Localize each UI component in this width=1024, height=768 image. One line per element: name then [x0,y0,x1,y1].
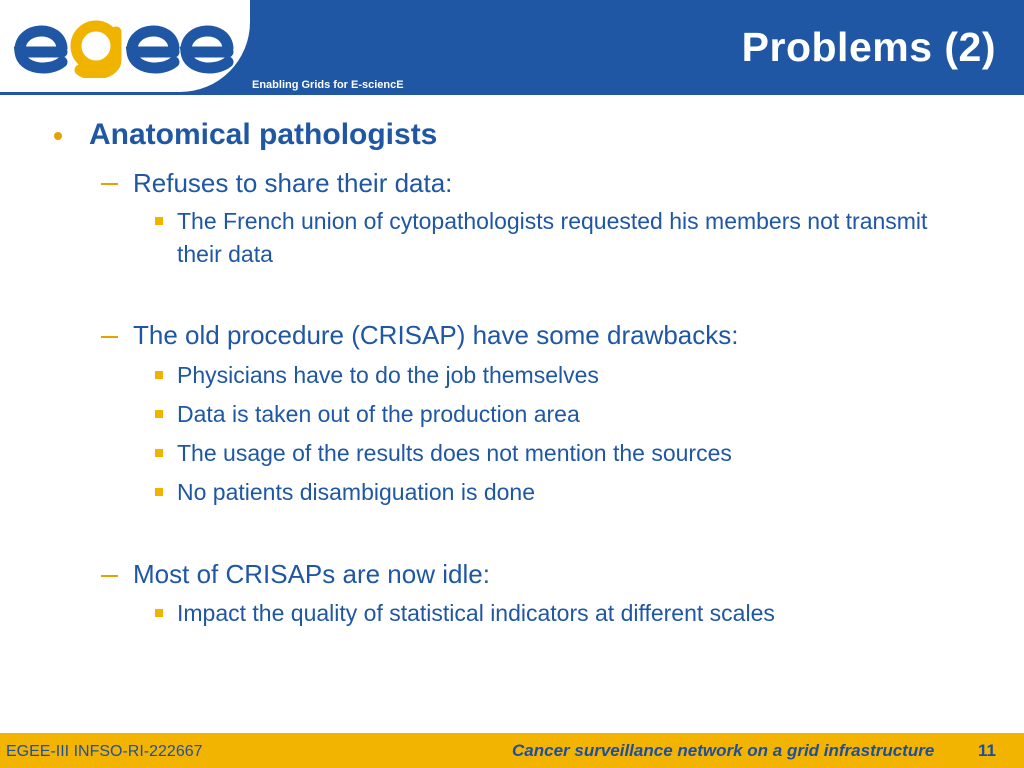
bullet-level3: The usage of the results does not mention the sources [177,440,732,466]
bullet-level3: Data is taken out of the production area [177,401,580,427]
dash-bullet-icon [101,336,118,338]
page-number: 11 [978,741,996,760]
tagline: Enabling Grids for E-sciencE [252,79,404,91]
square-bullet-icon [155,609,163,617]
bullet-level1: Anatomical pathologists [89,118,438,151]
square-bullet-icon [155,449,163,457]
footer-project-id: EGEE-III INFSO-RI-222667 [6,743,203,760]
bullet-level2: Most of CRISAPs are now idle: [133,559,490,589]
bullet-level2: Refuses to share their data: [133,168,453,198]
bullet-level3: The French union of cytopathologists requested his members not transmit their data [177,208,928,267]
bullet-level3: Impact the quality of statistical indicators at different scales [177,600,775,626]
dash-bullet-icon [101,183,118,185]
square-bullet-icon [155,371,163,379]
square-bullet-icon [155,410,163,418]
square-bullet-icon [155,488,163,496]
square-bullet-icon [155,217,163,225]
bullet-level3: Physicians have to do the job themselves [177,362,599,388]
slide-title: Problems (2) [741,24,996,70]
bullet-dot-icon [54,132,62,140]
dash-bullet-icon [101,575,118,577]
bullet-level2: The old procedure (CRISAP) have some drawbacks: [133,320,739,350]
footer-presentation-title: Cancer surveillance network on a grid infrastructure [512,741,935,760]
bullet-level3: No patients disambiguation is done [177,479,536,505]
